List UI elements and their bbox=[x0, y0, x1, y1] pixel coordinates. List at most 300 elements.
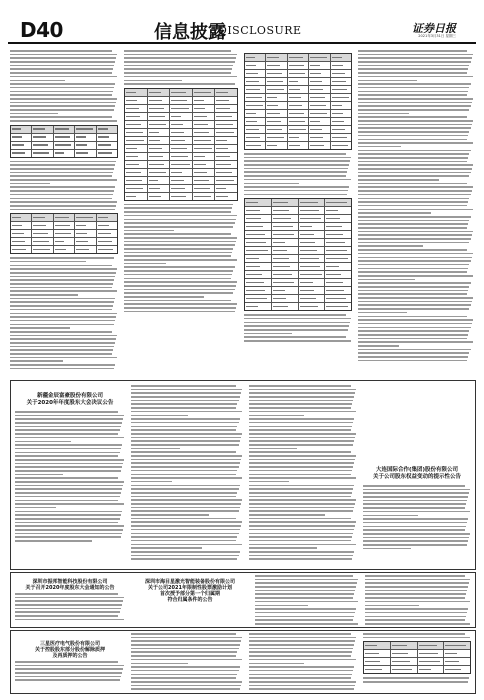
table-row bbox=[11, 230, 117, 238]
text-line bbox=[363, 537, 469, 539]
text-line bbox=[358, 334, 468, 336]
text-line bbox=[244, 157, 351, 159]
text-line bbox=[363, 533, 470, 535]
text-line bbox=[15, 422, 122, 424]
table-row bbox=[11, 246, 117, 253]
text-line bbox=[255, 575, 353, 577]
text-line bbox=[15, 679, 120, 681]
text-line bbox=[358, 87, 469, 89]
text-line bbox=[10, 276, 115, 278]
text-line bbox=[15, 503, 124, 505]
text-line bbox=[249, 633, 351, 635]
text-line bbox=[10, 120, 117, 122]
text-line bbox=[131, 503, 241, 505]
text-line bbox=[249, 470, 352, 472]
text-line bbox=[131, 651, 237, 653]
table-row bbox=[245, 54, 351, 62]
text-line bbox=[358, 120, 473, 122]
article-title-1a: 新疆金辰富豪股份有限公司 bbox=[36, 393, 103, 399]
text-line bbox=[124, 204, 233, 206]
text-line bbox=[15, 459, 124, 461]
text-line bbox=[358, 54, 473, 56]
text-line bbox=[249, 440, 354, 442]
text-line bbox=[249, 637, 356, 639]
text-line bbox=[15, 488, 122, 490]
article-title-4b: 关于召开2020年度股东大会通知的公告 bbox=[25, 585, 115, 591]
text-line bbox=[249, 389, 356, 391]
text-line bbox=[15, 533, 122, 535]
text-line bbox=[244, 340, 351, 342]
table-row bbox=[125, 89, 237, 97]
text-line bbox=[358, 220, 469, 222]
text-line bbox=[365, 579, 470, 581]
text-line bbox=[15, 518, 120, 520]
text-line bbox=[131, 481, 172, 483]
text-line bbox=[124, 68, 232, 70]
text-line bbox=[131, 555, 239, 557]
text-line bbox=[363, 548, 411, 550]
text-line bbox=[363, 540, 468, 542]
text-line bbox=[124, 65, 233, 67]
text-line bbox=[131, 544, 242, 546]
text-line bbox=[131, 670, 239, 672]
text-line bbox=[255, 579, 358, 581]
page-header bbox=[8, 18, 476, 44]
table-row bbox=[11, 142, 117, 150]
text-line bbox=[15, 615, 118, 617]
text-line bbox=[249, 492, 352, 494]
text-line bbox=[10, 364, 115, 366]
text-line bbox=[358, 131, 469, 133]
table-row bbox=[364, 666, 470, 673]
table-row bbox=[245, 142, 351, 149]
masthead-logo: 证券日报 bbox=[412, 22, 456, 35]
text-line bbox=[358, 113, 409, 115]
text-line bbox=[249, 540, 351, 542]
text-line bbox=[10, 98, 117, 100]
text-line bbox=[358, 327, 471, 329]
text-line bbox=[10, 268, 117, 270]
text-line bbox=[358, 209, 473, 211]
table-row bbox=[245, 78, 351, 86]
text-line bbox=[358, 279, 415, 281]
text-line bbox=[10, 335, 117, 337]
text-line bbox=[249, 422, 353, 424]
text-line bbox=[363, 485, 465, 487]
text-line bbox=[131, 663, 188, 665]
text-line bbox=[15, 448, 121, 450]
text-line bbox=[358, 297, 473, 299]
text-line bbox=[363, 526, 466, 528]
text-line bbox=[124, 285, 236, 287]
text-line bbox=[249, 666, 354, 668]
text-line bbox=[358, 260, 471, 262]
text-line bbox=[358, 227, 467, 229]
text-line bbox=[124, 263, 166, 265]
data-table bbox=[244, 198, 352, 311]
text-line bbox=[358, 168, 472, 170]
article-bottom-col2 bbox=[131, 633, 243, 691]
text-line bbox=[124, 248, 233, 250]
text-line bbox=[10, 272, 116, 274]
text-line bbox=[131, 659, 242, 661]
text-line bbox=[358, 352, 469, 354]
text-line bbox=[358, 194, 471, 196]
table-row bbox=[245, 94, 351, 102]
text-line bbox=[124, 300, 231, 302]
text-line bbox=[363, 518, 468, 520]
text-line bbox=[244, 325, 349, 327]
table-row bbox=[125, 177, 237, 185]
text-line bbox=[124, 72, 231, 74]
text-line bbox=[131, 496, 236, 498]
text-line bbox=[249, 499, 356, 501]
text-line bbox=[131, 514, 209, 516]
text-line bbox=[249, 418, 354, 420]
text-line bbox=[124, 233, 231, 235]
table-row bbox=[245, 118, 351, 126]
text-line bbox=[365, 605, 419, 607]
table-row bbox=[11, 134, 117, 142]
text-line bbox=[10, 357, 117, 359]
text-line bbox=[131, 540, 236, 542]
text-line bbox=[358, 142, 473, 144]
text-line bbox=[131, 448, 180, 450]
text-line bbox=[15, 455, 118, 457]
text-line bbox=[249, 648, 353, 650]
article-bottom-col3 bbox=[249, 633, 357, 691]
text-line bbox=[15, 536, 121, 538]
text-line bbox=[249, 525, 355, 527]
text-line bbox=[124, 57, 236, 59]
text-line bbox=[365, 582, 469, 584]
text-line bbox=[244, 168, 348, 170]
text-line bbox=[358, 264, 469, 266]
text-line bbox=[358, 68, 468, 70]
text-line bbox=[365, 590, 467, 592]
text-line bbox=[15, 485, 123, 487]
text-line bbox=[358, 338, 467, 340]
text-line bbox=[10, 161, 116, 163]
text-line bbox=[358, 293, 467, 295]
text-line bbox=[249, 433, 356, 435]
text-line bbox=[249, 521, 356, 523]
text-line bbox=[15, 444, 122, 446]
text-line bbox=[124, 244, 235, 246]
text-line bbox=[358, 360, 467, 362]
text-line bbox=[249, 555, 353, 557]
text-line bbox=[15, 600, 123, 602]
text-line bbox=[358, 316, 467, 318]
text-line bbox=[131, 459, 241, 461]
text-line bbox=[363, 492, 469, 494]
text-line bbox=[249, 407, 351, 409]
text-line bbox=[131, 466, 239, 468]
text-line bbox=[358, 153, 469, 155]
table-row bbox=[125, 153, 237, 161]
text-line bbox=[10, 83, 115, 85]
article-title-5b: 关于控股股东部分股份解除质押 bbox=[34, 647, 105, 653]
text-line bbox=[10, 290, 117, 292]
text-line bbox=[124, 274, 232, 276]
text-line bbox=[10, 320, 115, 322]
text-line bbox=[131, 403, 237, 405]
text-line bbox=[249, 415, 304, 417]
text-line bbox=[249, 451, 351, 453]
text-line bbox=[124, 311, 235, 313]
text-line bbox=[10, 109, 114, 111]
article-lower-left bbox=[15, 575, 125, 625]
text-line bbox=[249, 681, 356, 683]
text-line bbox=[131, 407, 236, 409]
text-line bbox=[358, 157, 468, 159]
data-table bbox=[10, 213, 118, 254]
article-lower-col3 bbox=[255, 575, 359, 625]
text-line bbox=[358, 245, 423, 247]
table-row bbox=[364, 650, 470, 658]
text-line bbox=[15, 507, 56, 509]
table-row bbox=[245, 215, 351, 223]
text-line bbox=[244, 160, 350, 162]
text-line bbox=[358, 65, 469, 67]
text-line bbox=[131, 488, 239, 490]
text-line bbox=[249, 411, 356, 413]
text-line bbox=[131, 455, 242, 457]
text-line bbox=[358, 345, 399, 347]
text-line bbox=[131, 551, 240, 553]
text-line bbox=[131, 396, 240, 398]
column-1 bbox=[10, 50, 118, 370]
column-2 bbox=[124, 50, 238, 370]
table-row bbox=[245, 263, 351, 271]
table-row bbox=[125, 121, 237, 129]
text-line bbox=[124, 266, 235, 268]
text-line bbox=[358, 356, 468, 358]
text-line bbox=[365, 616, 466, 618]
text-line bbox=[249, 544, 356, 546]
text-line bbox=[10, 316, 116, 318]
data-table bbox=[244, 53, 352, 150]
text-line bbox=[15, 452, 120, 454]
text-line bbox=[10, 183, 50, 185]
text-line bbox=[10, 76, 117, 78]
text-line bbox=[131, 400, 239, 402]
text-line bbox=[365, 593, 466, 595]
text-line bbox=[358, 234, 472, 236]
page-number: D40 bbox=[20, 18, 63, 42]
table-row bbox=[245, 223, 351, 231]
text-line bbox=[358, 146, 401, 148]
text-line bbox=[244, 164, 349, 166]
text-line bbox=[10, 113, 58, 115]
text-line bbox=[358, 198, 469, 200]
table-row bbox=[245, 86, 351, 94]
text-line bbox=[244, 336, 346, 338]
text-line bbox=[10, 265, 112, 267]
text-line bbox=[249, 444, 353, 446]
text-line bbox=[124, 296, 204, 298]
text-line bbox=[124, 292, 233, 294]
text-line bbox=[131, 688, 240, 690]
text-line bbox=[249, 466, 353, 468]
text-line bbox=[249, 392, 355, 394]
text-line bbox=[124, 54, 237, 56]
text-line bbox=[10, 175, 112, 177]
text-line bbox=[244, 318, 351, 320]
text-line bbox=[124, 76, 237, 78]
text-line bbox=[249, 462, 354, 464]
text-line bbox=[131, 426, 237, 428]
text-line bbox=[15, 514, 121, 516]
text-line bbox=[363, 507, 465, 509]
text-line bbox=[10, 305, 113, 307]
text-line bbox=[358, 201, 468, 203]
text-line bbox=[249, 651, 352, 653]
text-line bbox=[10, 257, 114, 259]
table-row bbox=[245, 231, 351, 239]
text-line bbox=[124, 270, 233, 272]
text-line bbox=[124, 241, 236, 243]
table-row bbox=[245, 279, 351, 287]
text-line bbox=[255, 612, 355, 614]
text-line bbox=[10, 368, 114, 370]
table-row bbox=[245, 70, 351, 78]
text-line bbox=[15, 511, 122, 513]
table-row bbox=[125, 113, 237, 121]
text-line bbox=[249, 481, 289, 483]
text-line bbox=[358, 268, 468, 270]
table-row bbox=[245, 102, 351, 110]
text-line bbox=[10, 338, 116, 340]
text-line bbox=[358, 349, 471, 351]
text-line bbox=[358, 139, 467, 141]
text-line bbox=[131, 558, 237, 560]
table-row bbox=[245, 247, 351, 255]
text-line bbox=[15, 433, 118, 435]
text-line bbox=[15, 525, 124, 527]
article-right bbox=[363, 385, 471, 565]
text-line bbox=[10, 279, 114, 281]
text-line bbox=[131, 433, 242, 435]
text-line bbox=[10, 298, 115, 300]
table-row bbox=[125, 169, 237, 177]
text-line bbox=[10, 102, 116, 104]
text-line bbox=[358, 242, 469, 244]
text-line bbox=[10, 309, 112, 311]
text-line bbox=[10, 201, 117, 203]
text-line bbox=[363, 677, 469, 679]
text-line bbox=[249, 496, 351, 498]
text-line bbox=[249, 685, 355, 687]
text-line bbox=[249, 640, 355, 642]
text-line bbox=[365, 612, 467, 614]
text-line bbox=[249, 558, 352, 560]
text-line bbox=[358, 91, 468, 93]
text-line bbox=[131, 529, 240, 531]
table-row bbox=[245, 239, 351, 247]
text-line bbox=[363, 496, 468, 498]
text-line bbox=[15, 500, 118, 502]
text-line bbox=[124, 219, 236, 221]
table-row bbox=[245, 199, 351, 207]
text-line bbox=[124, 281, 237, 283]
text-line bbox=[10, 87, 114, 89]
text-line bbox=[131, 451, 236, 453]
text-line bbox=[358, 216, 471, 218]
text-line bbox=[244, 153, 346, 155]
text-line bbox=[249, 644, 354, 646]
article-lower-center bbox=[131, 575, 249, 625]
text-line bbox=[10, 294, 78, 296]
text-line bbox=[10, 179, 117, 181]
text-line bbox=[15, 426, 121, 428]
text-line bbox=[15, 492, 121, 494]
text-line bbox=[249, 655, 351, 657]
text-line bbox=[131, 640, 241, 642]
text-line bbox=[131, 389, 242, 391]
table-row bbox=[11, 126, 117, 134]
text-line bbox=[358, 150, 471, 152]
article-title-2a: 大连国际合作(集团)股份有限公司 bbox=[375, 467, 459, 473]
text-line bbox=[15, 529, 123, 531]
article-title-3a: 深圳市海目星激光智能装备股份有限公司 bbox=[144, 579, 235, 585]
table-row bbox=[245, 271, 351, 279]
text-line bbox=[249, 503, 355, 505]
article-box-middle bbox=[10, 380, 476, 570]
text-line bbox=[244, 333, 292, 335]
text-line bbox=[124, 226, 233, 228]
text-line bbox=[249, 429, 351, 431]
table-row bbox=[245, 303, 351, 310]
text-line bbox=[131, 536, 237, 538]
text-line bbox=[358, 308, 469, 310]
text-line bbox=[249, 510, 353, 512]
text-line bbox=[255, 608, 356, 610]
text-line bbox=[131, 681, 242, 683]
table-row bbox=[245, 126, 351, 134]
text-line bbox=[244, 186, 349, 188]
text-line bbox=[15, 661, 118, 663]
text-line bbox=[358, 172, 471, 174]
text-line bbox=[15, 604, 122, 606]
text-line bbox=[249, 448, 297, 450]
table-row bbox=[11, 222, 117, 230]
table-row bbox=[125, 97, 237, 105]
text-line bbox=[365, 575, 465, 577]
text-line bbox=[358, 94, 467, 96]
table-row bbox=[245, 110, 351, 118]
text-line bbox=[10, 172, 113, 174]
text-line bbox=[358, 164, 473, 166]
text-line bbox=[249, 533, 353, 535]
text-line bbox=[358, 175, 469, 177]
text-line bbox=[10, 57, 116, 59]
article-title-1b: 关于2020年年度股东大会决议公告 bbox=[26, 400, 114, 406]
text-line bbox=[10, 164, 115, 166]
text-line bbox=[131, 510, 239, 512]
text-line bbox=[249, 536, 352, 538]
text-line bbox=[358, 290, 468, 292]
data-table bbox=[363, 641, 471, 674]
text-line bbox=[131, 685, 241, 687]
text-line bbox=[244, 194, 347, 196]
text-line bbox=[15, 463, 123, 465]
text-line bbox=[358, 105, 471, 107]
text-line bbox=[358, 212, 431, 214]
table-row bbox=[364, 658, 470, 666]
column-4 bbox=[358, 50, 474, 370]
text-line bbox=[363, 681, 468, 683]
